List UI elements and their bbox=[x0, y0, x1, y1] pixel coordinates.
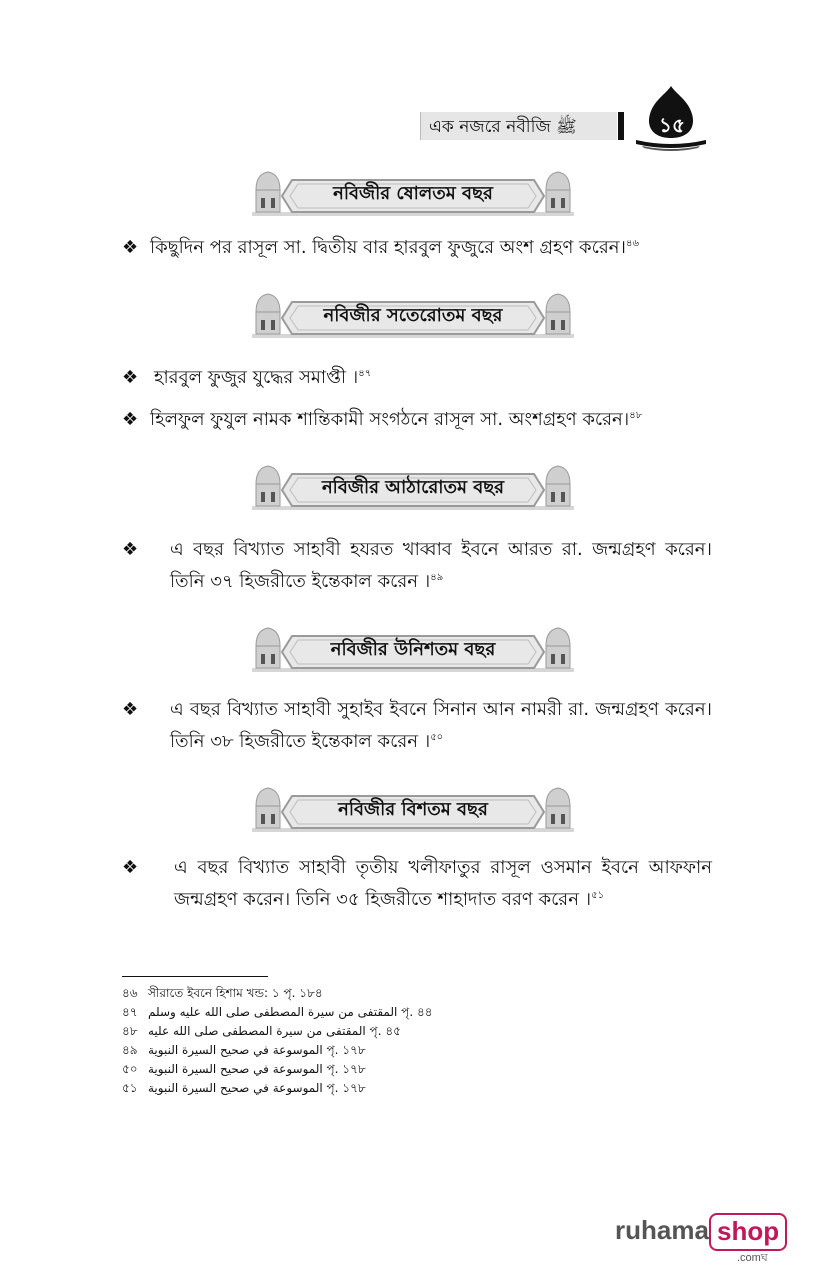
section-heading: নবিজীর সতেরোতম বছর bbox=[323, 305, 503, 326]
section-heading-banner bbox=[252, 168, 574, 218]
list-item: ❖ এ বছর বিখ্যাত সাহাবী হযরত খাব্বাব ইবনে আরত রা. জন্মগ্রহণ করেন। তিনি ৩৭ হিজরীতে ইন্তেকাল করেন ।$^{৪৯}$ bbox=[122, 534, 712, 598]
section-heading: নবিজীর ষোলতম বছর bbox=[333, 183, 493, 204]
book-title: এক নজরে নবীজি ﷺ bbox=[429, 117, 577, 137]
list-item: ❖ এ বছর বিখ্যাত সাহাবী সুহাইব ইবনে সিনান আন নামরী রা. জন্মগ্রহণ করেন। তিনি ৩৮ হিজরীতে ইন্তেকাল করেন ।$^{৫০}$ bbox=[122, 694, 712, 758]
footnotes bbox=[122, 984, 502, 1098]
footnote-ref: ৪৮ bbox=[629, 410, 643, 421]
footnote-divider bbox=[122, 976, 268, 977]
page-number: ১৫ bbox=[659, 113, 685, 137]
footnote-ref: ৫১ bbox=[591, 890, 605, 901]
diamond-bullet-icon: ❖ bbox=[122, 539, 139, 560]
section-heading-banner bbox=[252, 624, 574, 674]
section-heading-banner bbox=[252, 290, 574, 340]
footnote: ৫০ الموسوعة في صحيح السيرة النبوية পৃ. ১৭৮ bbox=[122, 1062, 366, 1076]
footnote-ref: ৪৯ bbox=[430, 572, 444, 583]
diamond-bullet-icon: ❖ bbox=[122, 367, 139, 388]
footnote-ref: ৪৭ bbox=[358, 368, 372, 379]
footnote-ref: ৫০ bbox=[430, 732, 444, 743]
diamond-bullet-icon: ❖ bbox=[122, 699, 139, 720]
header-title-bar bbox=[420, 112, 617, 140]
section-heading: নবিজীর আঠারোতম বছর bbox=[321, 477, 505, 498]
footnote-ref: ৪৬ bbox=[625, 238, 639, 249]
list-item: ❖ হারবুল ফুজুর যুদ্ধের সমাপ্তী ।$^{৪৭}$ bbox=[122, 362, 712, 394]
header-separator bbox=[618, 112, 624, 140]
footnote: ৪৬ সীরাতে ইবনে হিশাম খন্ড: ১ পৃ. ১৮৪ bbox=[122, 986, 323, 1000]
list-item: ❖ এ বছর বিখ্যাত সাহাবী তৃতীয় খলীফাতুর রাসূল ওসমান ইবনে আফফান জন্মগ্রহণ করেন। তিনি ৩৫ হিজরীতে শাহাদাত বরণ করেন ।$^{৫১}$ bbox=[122, 852, 712, 916]
footnote: ৪৭ المقتفى من سيرة المصطفى صلى الله عليه وسلم পৃ. ৪৪ bbox=[122, 1005, 433, 1019]
diamond-bullet-icon: ❖ bbox=[122, 237, 139, 258]
footnote: ৪৯ الموسوعة في صحيح السيرة النبوية পৃ. ১৭৮ bbox=[122, 1043, 366, 1057]
diamond-bullet-icon: ❖ bbox=[122, 409, 139, 430]
diamond-bullet-icon: ❖ bbox=[122, 857, 139, 878]
list-item: ❖ হিলফুল ফুযুল নামক শান্তিকামী সংগঠনে রাসূল সা. অংশগ্রহণ করেন।$^{৪৮}$ bbox=[122, 404, 712, 436]
section-heading-banner bbox=[252, 784, 574, 834]
section-heading: নবিজীর উনিশতম বছর bbox=[330, 639, 496, 660]
footnote: ৫১ الموسوعة في صحيح السيرة النبوية পৃ. ১৭৮ bbox=[122, 1081, 366, 1095]
footnote: ৪৮ المقتفى من سيرة المصطفى صلى الله عليه পৃ. ৪৫ bbox=[122, 1024, 401, 1038]
ruhamashop-logo: ruhama shop .comঘ bbox=[615, 1213, 775, 1263]
section-heading: নবিজীর বিশতম বছর bbox=[338, 799, 488, 820]
page-header bbox=[420, 84, 710, 154]
section-heading-banner bbox=[252, 462, 574, 512]
list-item: ❖ কিছুদিন পর রাসূল সা. দ্বিতীয় বার হারবুল ফুজুরে অংশ গ্রহণ করেন।$^{৪৬}$ bbox=[122, 232, 712, 264]
